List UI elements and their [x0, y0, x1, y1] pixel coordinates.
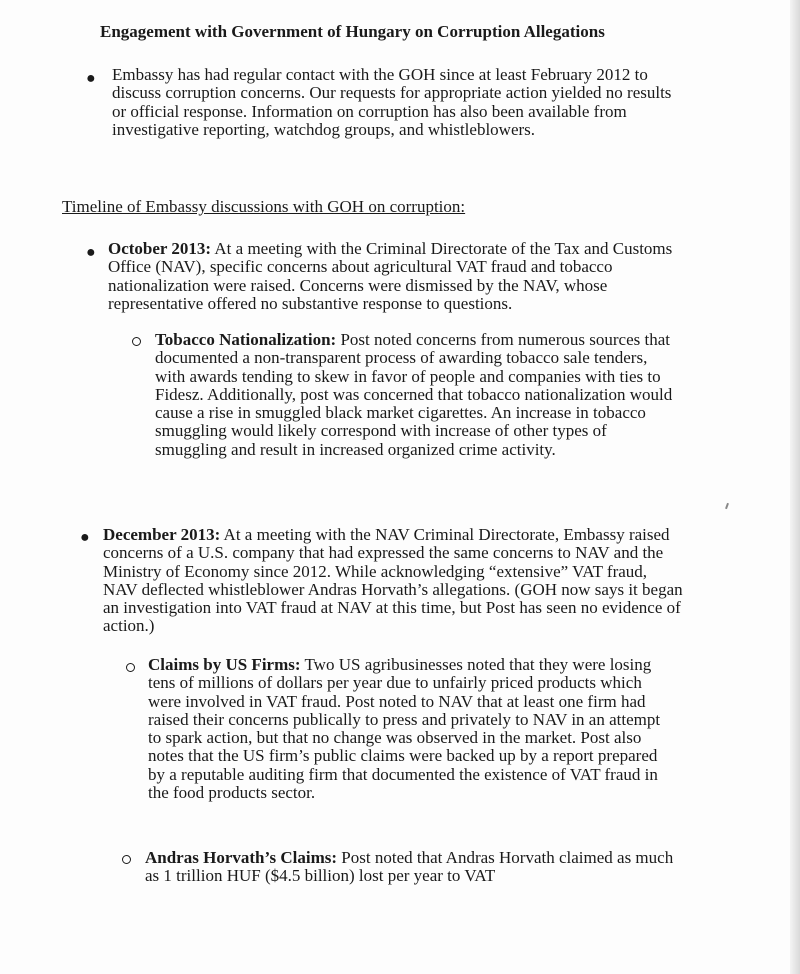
entry-december-2013 — [103, 526, 683, 636]
sub-bullet-circle — [132, 337, 141, 346]
entry-october-2013 — [108, 240, 683, 313]
sub-entry-label: Andras Horvath’s Claims: — [145, 848, 338, 867]
entry-date: October 2013: — [108, 239, 212, 258]
sub-entry-text: Two US agribusinesses noted that they were losing tens of millions of dollars per year due to unfairly priced products which were involved in VAT fraud. Post noted to NAV that at least one firm had raised their concerns publically to press and privately to NAV in an attempt to spark action, but that no change was observed in the market. Post also notes that the US firm’s public claims were backed up by a report prepared by a reputable auditing firm that documented the existence of VAT fraud in the food products sector. — [148, 655, 661, 803]
sub-entry-tobacco — [155, 331, 675, 459]
bullet-dot: ● — [86, 70, 96, 87]
document-title: Engagement with Government of Hungary on Corruption Allegations — [100, 22, 605, 41]
sub-entry-horvath — [145, 849, 675, 886]
sub-entry-us-firms — [148, 656, 676, 802]
stray-pen-mark — [725, 503, 729, 509]
entry-text: At a meeting with the Criminal Directorate of the Tax and Customs Office (NAV), specific concerns about agricultural VAT fraud and tobacco nationalization were raised. Concerns were dismissed by the NAV, whose representative offered no substantive response to questions. — [108, 239, 673, 313]
bullet-dot: ● — [80, 529, 90, 546]
sub-entry-label: Tobacco Nationalization: — [155, 330, 337, 349]
entry-date: December 2013: — [103, 525, 221, 544]
sub-entry-text: Post noted that Andras Horvath claimed as much as 1 trillion HUF ($4.5 billion) lost per year to VAT — [145, 848, 674, 886]
entry-text: At a meeting with the NAV Criminal Directorate, Embassy raised concerns of a U.S. company that had expressed the same concerns to NAV and the Ministry of Economy since 2012. While acknowledging “extensive” VAT fraud, NAV deflected whistleblower Andras Horvath’s allegations. (GOH now says it began an investigation into VAT fraud at NAV at this time, but Post has seen no evidence of action.) — [103, 525, 683, 636]
bullet-dot: ● — [86, 244, 96, 261]
page-edge-shadow — [790, 0, 800, 974]
sub-bullet-circle — [126, 663, 135, 672]
sub-entry-label: Claims by US Firms: — [148, 655, 301, 674]
timeline-heading: Timeline of Embassy discussions with GOH on corruption: — [62, 197, 466, 216]
intro-paragraph: Embassy has had regular contact with the GOH since at least February 2012 to discuss corruption concerns. Our requests for appropriate action yielded no results or official response. Information on corruption has also been available from investigative reporting, watchdog groups, and whistleblowers. — [112, 65, 672, 139]
sub-bullet-circle — [122, 855, 131, 864]
sub-entry-text: Post noted concerns from numerous sources that documented a non-transparent process of awarding tobacco sale tenders, with awards tending to skew in favor of people and companies with ties to Fidesz. Additionally, post was concerned that tobacco nationalization would cause a rise in smuggled black market cigarettes. An increase in tobacco smuggling would likely correspond with increase of other types of smuggling and result in increased organized crime activity. — [155, 330, 673, 459]
